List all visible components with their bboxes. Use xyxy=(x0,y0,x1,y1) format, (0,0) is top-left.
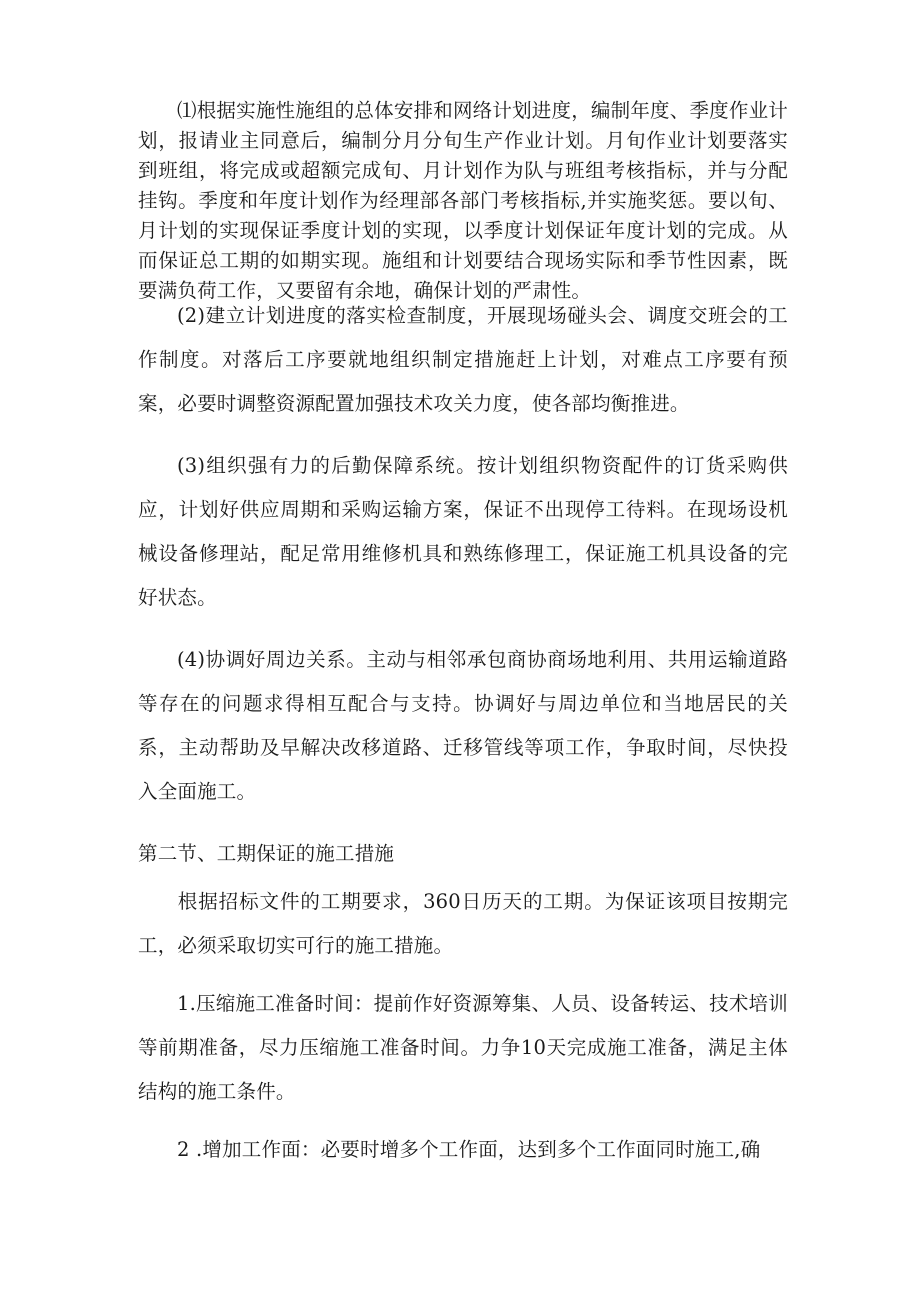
section-heading: 第二节、工期保证的施工措施 xyxy=(138,842,395,865)
paragraph-text: 根据招标文件的工期要求，360日历天的工期。为保证该项目按期完工，必须采取切实可行的施工措施。 xyxy=(138,890,788,957)
paragraph-logistics xyxy=(138,444,788,620)
paragraph-duration xyxy=(138,880,788,968)
paragraph-text: ⑴根据实施性施组的总体安排和网络计划进度，编制年度、季度作业计划，报请业主同意后，编制分月分旬生产作业计划。月旬作业计划要落实到班组，将完成或超额完成旬、月计划作为队与班组考核指标，并与分配挂钩。季度和年度计划作为经理部各部门考核指标,并实施奖惩。要以旬、月计划的实现保证季度计划的实现，以季度计划保证年度计划的完成。从而保证总工期的如期实现。施组和计划要结合现场实际和季节性因素，既要满负荷工作，又要留有余地，确保计划的严肃性。 xyxy=(138,99,788,302)
paragraph-preparation xyxy=(138,982,788,1114)
paragraph-workface xyxy=(138,1128,788,1172)
paragraph-text: 1.压缩施工准备时间：提前作好资源筹集、人员、设备转运、技术培训等前期准备，尽力压缩施工准备时间。力争10天完成施工准备，满足主体结构的施工条件。 xyxy=(138,992,788,1103)
paragraph-text: (2)建立计划进度的落实检查制度，开展现场碰头会、调度交班会的工作制度。对落后工序要就地组织制定措施赶上计划，对难点工序要有预案，必要时调整资源配置加强技术攻关力度，使各部均衡推进。 xyxy=(138,304,788,415)
paragraph-relations xyxy=(138,638,788,814)
paragraph-text: (3)组织强有力的后勤保障系统。按计划组织物资配件的订货采购供应，计划好供应周期和采购运输方案，保证不出现停工待料。在现场设机械设备修理站，配足常用维修机具和熟练修理工，保证施工机具设备的完好状态。 xyxy=(138,454,788,609)
paragraph-plan-schedule xyxy=(138,96,788,306)
paragraph-text: (4)协调好周边关系。主动与相邻承包商协商场地利用、共用运输道路等存在的问题求得相互配合与支持。协调好与周边单位和当地居民的关系，主动帮助及早解决改移道路、迁移管线等项工作，争取时间，尽快投入全面施工。 xyxy=(138,648,788,803)
paragraph-text: 2 .增加工作面：必要时增多个工作面，达到多个工作面同时施工,确 xyxy=(177,1138,761,1161)
paragraph-progress-check xyxy=(138,294,788,426)
